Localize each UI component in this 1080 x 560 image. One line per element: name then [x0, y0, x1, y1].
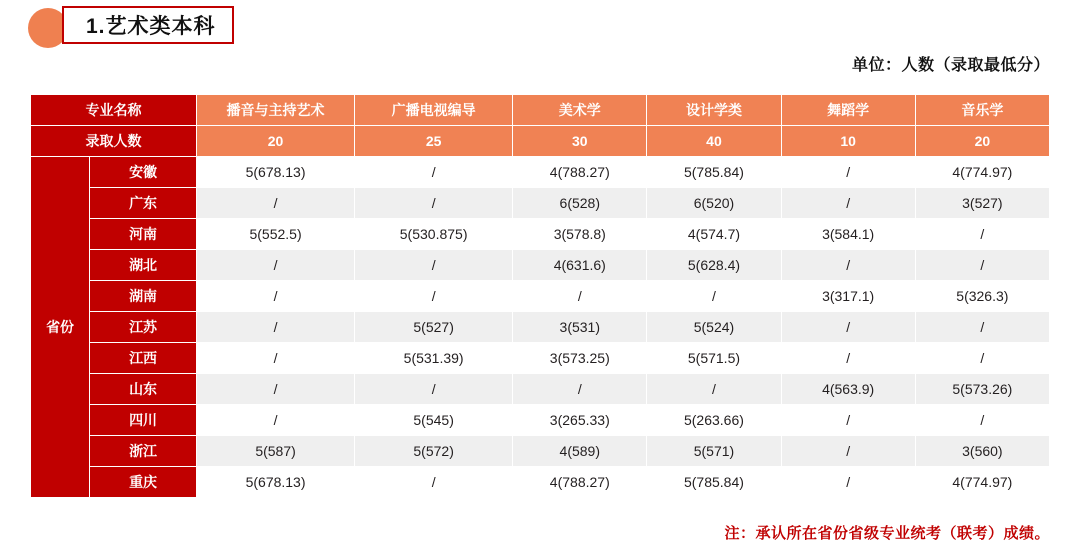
- cell-value: /: [355, 281, 513, 312]
- cell-value: /: [915, 405, 1049, 436]
- cell-value: 3(584.1): [781, 219, 915, 250]
- cell-value: /: [197, 374, 355, 405]
- cell-value: 5(531.39): [355, 343, 513, 374]
- province-name: 广东: [90, 188, 197, 219]
- cell-value: /: [355, 467, 513, 498]
- cell-value: /: [197, 312, 355, 343]
- cell-value: 3(317.1): [781, 281, 915, 312]
- cell-value: /: [197, 343, 355, 374]
- header-major-0: 播音与主持艺术: [197, 95, 355, 126]
- cell-value: 4(574.7): [647, 219, 781, 250]
- cell-value: /: [915, 343, 1049, 374]
- cell-value: 3(531): [513, 312, 647, 343]
- table-row: [31, 312, 1050, 343]
- header-major-5: 音乐学: [915, 95, 1049, 126]
- province-name: 山东: [90, 374, 197, 405]
- cell-value: 3(560): [915, 436, 1049, 467]
- cell-value: 5(628.4): [647, 250, 781, 281]
- cell-value: /: [781, 343, 915, 374]
- cell-value: /: [355, 188, 513, 219]
- cell-value: /: [915, 312, 1049, 343]
- cell-value: 4(631.6): [513, 250, 647, 281]
- cell-value: /: [355, 250, 513, 281]
- cell-value: /: [197, 250, 355, 281]
- header-count-2: 30: [513, 126, 647, 157]
- cell-value: 3(578.8): [513, 219, 647, 250]
- admission-table-container: [30, 94, 1050, 498]
- header-major-1: 广播电视编导: [355, 95, 513, 126]
- cell-value: 5(785.84): [647, 157, 781, 188]
- cell-value: /: [915, 250, 1049, 281]
- header-major-3: 设计学类: [647, 95, 781, 126]
- cell-value: /: [781, 157, 915, 188]
- table-body: [31, 95, 1050, 498]
- cell-value: 5(785.84): [647, 467, 781, 498]
- cell-value: 5(524): [647, 312, 781, 343]
- cell-value: 5(545): [355, 405, 513, 436]
- cell-value: /: [355, 157, 513, 188]
- cell-value: 5(678.13): [197, 157, 355, 188]
- cell-value: 5(571.5): [647, 343, 781, 374]
- province-name: 四川: [90, 405, 197, 436]
- header-count-3: 40: [647, 126, 781, 157]
- province-name: 重庆: [90, 467, 197, 498]
- header-count-4: 10: [781, 126, 915, 157]
- header-count-label: 录取人数: [31, 126, 197, 157]
- table-row: [31, 157, 1050, 188]
- cell-value: /: [781, 405, 915, 436]
- cell-value: 3(527): [915, 188, 1049, 219]
- province-axis-label: 省份: [31, 157, 90, 498]
- cell-value: /: [513, 281, 647, 312]
- table-row: [31, 343, 1050, 374]
- province-name: 湖南: [90, 281, 197, 312]
- cell-value: /: [647, 281, 781, 312]
- cell-value: /: [513, 374, 647, 405]
- header-count-1: 25: [355, 126, 513, 157]
- province-name: 湖北: [90, 250, 197, 281]
- cell-value: /: [647, 374, 781, 405]
- cell-value: /: [197, 188, 355, 219]
- table-row: [31, 250, 1050, 281]
- unit-note: 单位：人数（录取最低分）: [851, 57, 1050, 74]
- cell-value: /: [781, 467, 915, 498]
- header-count-5: 20: [915, 126, 1049, 157]
- cell-value: 5(527): [355, 312, 513, 343]
- cell-value: /: [355, 374, 513, 405]
- cell-value: 5(572): [355, 436, 513, 467]
- page-title-box: [62, 6, 234, 44]
- cell-value: 5(587): [197, 436, 355, 467]
- cell-value: 4(788.27): [513, 467, 647, 498]
- page-header: [0, 0, 1080, 60]
- cell-value: 4(589): [513, 436, 647, 467]
- cell-value: 5(552.5): [197, 219, 355, 250]
- cell-value: /: [781, 436, 915, 467]
- header-major-label: 专业名称: [31, 95, 197, 126]
- table-row: [31, 467, 1050, 498]
- cell-value: 6(528): [513, 188, 647, 219]
- cell-value: 5(573.26): [915, 374, 1049, 405]
- admission-table: [30, 94, 1050, 498]
- table-row: [31, 405, 1050, 436]
- table-row: [31, 374, 1050, 405]
- cell-value: 4(774.97): [915, 467, 1049, 498]
- page-title: 1.艺术类本科: [86, 15, 216, 38]
- cell-value: 6(520): [647, 188, 781, 219]
- province-name: 江西: [90, 343, 197, 374]
- province-name: 河南: [90, 219, 197, 250]
- header-major-4: 舞蹈学: [781, 95, 915, 126]
- cell-value: 5(263.66): [647, 405, 781, 436]
- cell-value: 5(326.3): [915, 281, 1049, 312]
- cell-value: /: [197, 405, 355, 436]
- table-row: [31, 219, 1050, 250]
- cell-value: 5(678.13): [197, 467, 355, 498]
- cell-value: 3(265.33): [513, 405, 647, 436]
- province-name: 江苏: [90, 312, 197, 343]
- province-name: 浙江: [90, 436, 197, 467]
- table-header-row-major: [31, 95, 1050, 126]
- header-count-0: 20: [197, 126, 355, 157]
- table-row: [31, 188, 1050, 219]
- cell-value: /: [197, 281, 355, 312]
- table-row: [31, 281, 1050, 312]
- cell-value: 5(571): [647, 436, 781, 467]
- table-row: [31, 436, 1050, 467]
- cell-value: 4(788.27): [513, 157, 647, 188]
- cell-value: /: [781, 250, 915, 281]
- footer-note: 注：承认所在省份省级专业统考（联考）成绩。: [724, 525, 1050, 542]
- cell-value: 3(573.25): [513, 343, 647, 374]
- province-name: 安徽: [90, 157, 197, 188]
- cell-value: 5(530.875): [355, 219, 513, 250]
- cell-value: /: [781, 188, 915, 219]
- table-header-row-count: [31, 126, 1050, 157]
- cell-value: /: [781, 312, 915, 343]
- cell-value: 4(563.9): [781, 374, 915, 405]
- cell-value: /: [915, 219, 1049, 250]
- header-major-2: 美术学: [513, 95, 647, 126]
- cell-value: 4(774.97): [915, 157, 1049, 188]
